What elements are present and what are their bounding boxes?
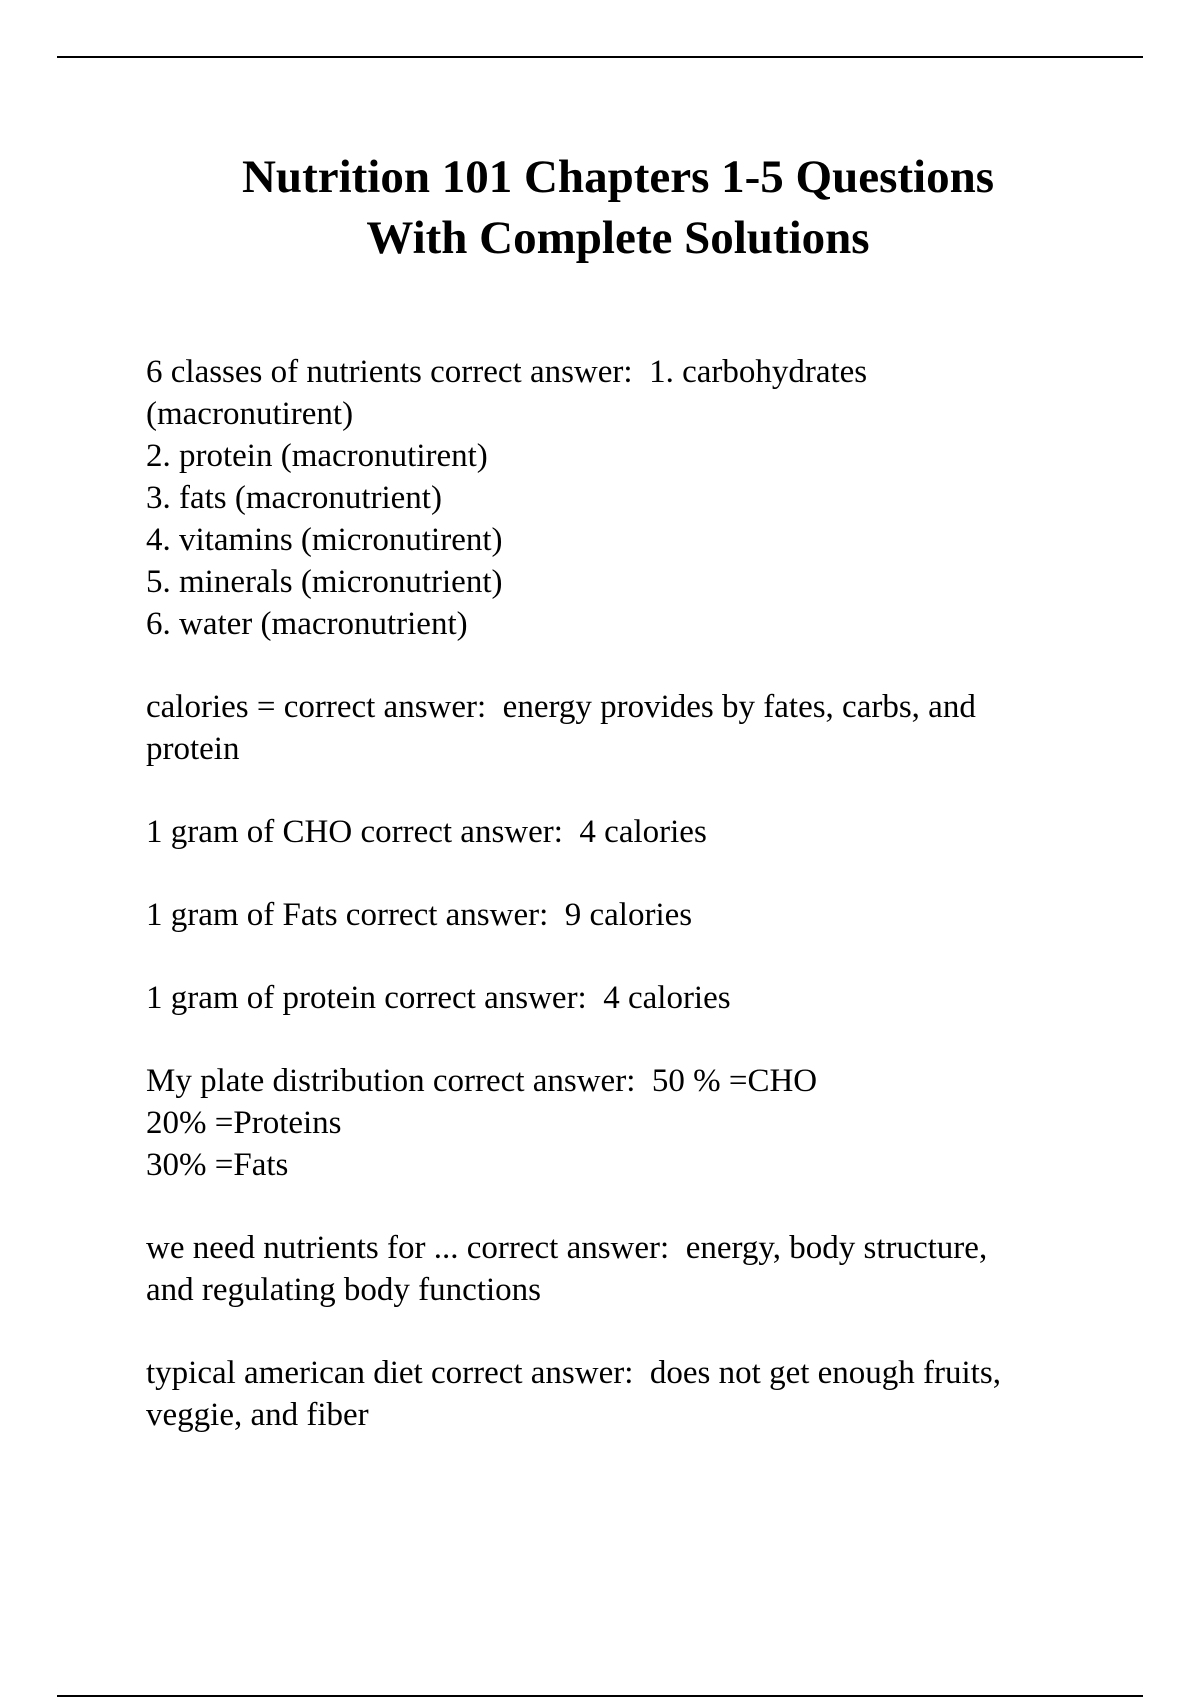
qa-line: calories = correct answer: energy provides by fates, carbs, and	[146, 689, 976, 725]
qa-line: we need nutrients for ... correct answer: energy, body structure,	[146, 1230, 988, 1266]
qa-line: 6. water (macronutrient)	[146, 606, 468, 642]
qa-entry	[146, 1352, 1106, 1436]
title-line: Nutrition 101 Chapters 1-5 Questions	[241, 151, 995, 203]
qa-line: 30% =Fats	[146, 1147, 289, 1183]
qa-entry	[146, 351, 1106, 645]
qa-line: My plate distribution correct answer: 50 % =CHO	[146, 1063, 818, 1099]
qa-entry	[146, 894, 1106, 936]
qa-entry	[146, 1060, 1106, 1186]
qa-line: 1 gram of protein correct answer: 4 calories	[146, 980, 731, 1016]
qa-line: 5. minerals (micronutrient)	[146, 564, 503, 600]
qa-line: (macronutirent)	[146, 396, 354, 432]
qa-line: 4. vitamins (micronutirent)	[146, 522, 503, 558]
qa-line: 1 gram of CHO correct answer: 4 calories	[146, 814, 707, 850]
qa-entry	[146, 977, 1106, 1019]
qa-line: typical american diet correct answer: does not get enough fruits,	[146, 1355, 1001, 1391]
qa-line: 2. protein (macronutirent)	[146, 438, 488, 474]
page-title	[0, 147, 1200, 269]
question-answer-list	[146, 351, 1106, 1477]
qa-line: 1 gram of Fats correct answer: 9 calories	[146, 897, 693, 933]
qa-entry	[146, 1227, 1106, 1311]
qa-line: 20% =Proteins	[146, 1105, 342, 1141]
qa-line: veggie, and fiber	[146, 1397, 369, 1433]
top-divider	[57, 56, 1143, 58]
title-line: With Complete Solutions	[366, 212, 870, 264]
bottom-divider	[57, 1695, 1143, 1697]
qa-entry	[146, 686, 1106, 770]
qa-line: protein	[146, 731, 240, 767]
qa-line: and regulating body functions	[146, 1272, 542, 1308]
qa-line: 3. fats (macronutrient)	[146, 480, 442, 516]
qa-line: 6 classes of nutrients correct answer: 1. carbohydrates	[146, 354, 868, 390]
qa-entry	[146, 811, 1106, 853]
